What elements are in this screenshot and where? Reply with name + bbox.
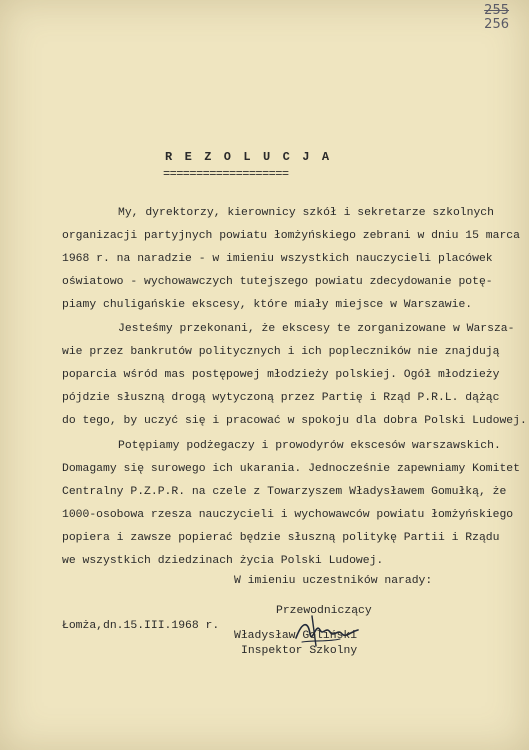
paragraph-line: Centralny P.Z.P.R. na czele z Towarzyszem Władysławem Gomułką, że <box>62 486 507 498</box>
paragraph-line: Domagamy się surowego ich ukarania. Jednocześnie zapewniamy Komitet <box>62 463 520 475</box>
closing-line: W imieniu uczestników narady: <box>234 575 433 587</box>
paragraph-line: organizacji partyjnych powiatu łomżyńskiego zebrani w dniu 15 marca <box>62 230 520 242</box>
paragraph-line: oświatowo - wychowawczych tutejszego powiatu zdecydowanie potę- <box>62 276 493 288</box>
title-underline: =================== <box>163 167 289 181</box>
paragraph-line: piamy chuligańskie ekscesy, które miały miejsce w Warszawie. <box>62 299 473 311</box>
archive-number-struck: 255 <box>484 3 509 18</box>
paragraph-line: do tego, by uczyć się i pracować w spokoju dla dobra Polski Ludowej. <box>62 415 527 427</box>
paragraph-line: Jesteśmy przekonani, że ekscesy te zorganizowane w Warsza- <box>118 323 515 335</box>
paragraph-line: Potępiamy podżegaczy i prowodyrów ekscesów warszawskich. <box>118 440 501 452</box>
paragraph-line: My, dyrektorzy, kierownicy szkół i sekretarze szkolnych <box>118 207 494 219</box>
paragraph-line: wie przez bankrutów politycznych i ich popleczników nie znajdują <box>62 346 500 358</box>
paragraph-line: poparcia wśród mas postępowej młodzieży polskiej. Ogół młodzieży <box>62 369 500 381</box>
place-date: Łomża,dn.15.III.1968 r. <box>62 620 220 632</box>
signer-title: Inspektor Szkolny <box>241 645 358 657</box>
chair-title: Przewodniczący <box>276 605 372 617</box>
paragraph-line: we wszystkich dziedzinach życia Polski Ludowej. <box>62 555 384 567</box>
paragraph-line: popiera i zawsze popierać będzie słuszną politykę Partii i Rządu <box>62 532 500 544</box>
paragraph-line: pójdzie słuszną drogą wytyczoną przez Partię i Rząd P.R.L. dążąc <box>62 392 500 404</box>
archive-number-current: 256 <box>484 17 509 32</box>
paragraph-line: 1968 r. na naradzie - w imieniu wszystkich nauczycieli placówek <box>62 253 493 265</box>
signer-name: Władysław Goliński <box>234 630 358 642</box>
document-title: R E Z O L U C J A <box>165 150 332 164</box>
paragraph-line: 1000-osobowa rzesza nauczycieli i wychowawców powiatu łomżyńskiego <box>62 509 514 521</box>
archive-number <box>484 4 509 32</box>
